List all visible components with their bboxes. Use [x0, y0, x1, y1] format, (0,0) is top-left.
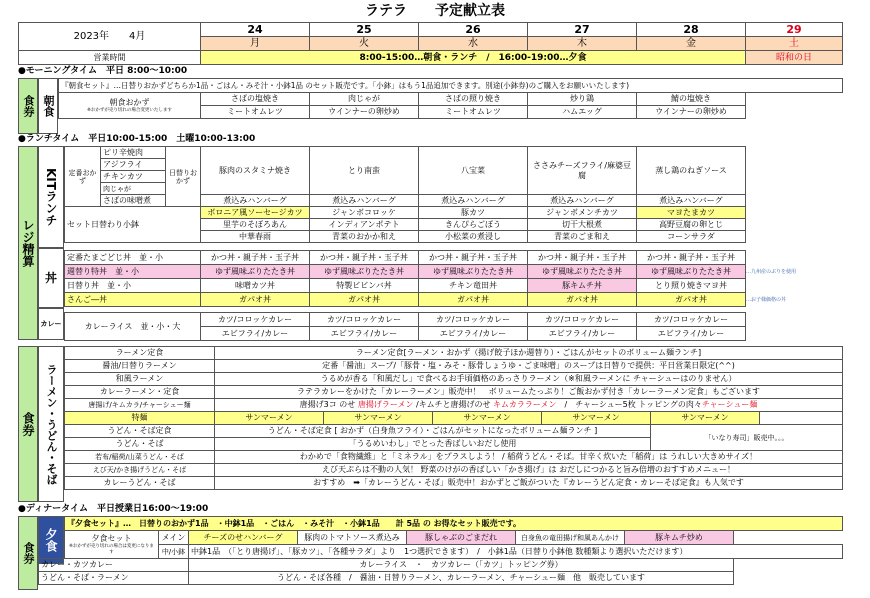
side-text: レジ精算 [21, 219, 35, 267]
day-dow: 金 [637, 37, 746, 51]
curry-cell: エビフライ/カレー [419, 327, 528, 341]
teiban-item: さばの味噌煮 [101, 195, 166, 207]
teiban-item: チキンカツ [101, 171, 166, 183]
noodle-desc: おすすめ ➡「カレーうどん・そば」販売中！おかずとご飯がついた『カレーうどん定食・カレーそば定食』も人気です [215, 477, 843, 490]
teiban-item: アジフライ [101, 159, 166, 171]
lunch-sub: ボロニア風ソーセージカツ [201, 207, 310, 219]
dinner-udon-label: うどん・そば・ラーメン [39, 572, 189, 585]
lunch-curry-table [64, 312, 746, 341]
don-cell: チキン竜田丼 [419, 279, 528, 293]
dinner-set-line: 『夕食セット』… 日替りのおかず1品 ・中鉢1品 ・ごはん ・みそ汁 ・小鉢1品 計 5品 の お得なセット販売です。 [65, 517, 843, 531]
don-cell: ゆず風味ぶりたたき丼 [310, 265, 419, 279]
day-date: 24 [201, 23, 310, 37]
noodle-desc: えび天ぷらは不動の人気！ 野菜のけがの香ばしい「かき揚げ」は おだしにつかると旨み倍増のおすすめメニュー！ [215, 464, 843, 477]
day-dow: 水 [419, 37, 528, 51]
curry-cell: カツ/コロッケカレー [637, 313, 746, 327]
lunch-main: とり南蛮 [310, 147, 419, 195]
morning-vlabel [38, 78, 58, 134]
side-text: 食券 [21, 412, 35, 436]
curry-cell: エビフライ/カレー [310, 327, 419, 341]
kobachi: 高野豆腐の卵とじ [637, 219, 746, 231]
lunch-main: 豚肉のスタミナ焼き [201, 147, 310, 195]
morning-cell: ウインナーの卵炒め [637, 106, 746, 119]
lunch-sub: ジャンボメンチカツ [528, 207, 637, 219]
don-cell: ゆず風味ぶりたたき丼 [637, 265, 746, 279]
vlabel-text: KITランチ [44, 168, 58, 226]
morning-cell: 炒り鶏 [528, 93, 637, 106]
don-cell: ガパオ丼 [528, 293, 637, 307]
noodle-name: うどん・そば [65, 438, 215, 451]
dinner-curry-label: カレー・カツカレー [39, 559, 189, 572]
page-title: ラテラ 予定献立表 [365, 3, 505, 19]
text: 唐揚げ3コ のせ [299, 400, 358, 409]
date-header [18, 22, 843, 65]
morning-cell: ミートオムレツ [419, 106, 528, 119]
noodle-name: ラーメン定食 [65, 347, 215, 360]
noodle-daily: サンマーメン [542, 412, 651, 425]
lunch-main: 蒸し鶏のねぎソース [637, 147, 746, 195]
note-kyushu: …九州産のぶりを使用 [746, 269, 797, 275]
dinner-udon-text: うどん・そば各種 / 醤油・日替りラーメン、カレーラーメン、チャーシュー麺 他 販売しています [189, 572, 734, 585]
morning-cell: 肉じゃが [310, 93, 419, 106]
day-date: 27 [528, 23, 637, 37]
morning-okazu-label [59, 93, 201, 119]
dinner-side-label [18, 516, 38, 590]
day-dow: 月 [201, 37, 310, 51]
teiban-item: ピリ辛焼肉 [101, 147, 166, 159]
note-kids: …お子様価格の丼 [746, 297, 787, 303]
vlabel-text: カレー [40, 320, 62, 328]
noodle-desc: ラーメン定食[ラーメン・おかず（揚げ餃子ほか週替り）・ごはんがセットのボリューム麺ランチ] [215, 347, 843, 360]
curry-cell: カツ/コロッケカレー [310, 313, 419, 327]
lunch-sub: 煮込みハンバーグ [201, 195, 310, 207]
day-date: 26 [419, 23, 528, 37]
noodles-table [64, 346, 843, 490]
dinner-table [38, 516, 843, 585]
noodle-name: えび天/かき揚げうどん・そば [65, 464, 215, 477]
lunch-sub: ジャンボコロッケ [310, 207, 419, 219]
kit-label [38, 146, 64, 248]
vlabel-text: ラーメン・うどん・そば [45, 363, 58, 485]
don-cell: 特製ビビンバ丼 [310, 279, 419, 293]
hours-label: 営業時間 [19, 51, 201, 65]
noodles-vlabel [38, 346, 64, 502]
dinner-main: 豚しゃぶのごまだれ [407, 531, 516, 545]
dinner-set-label [65, 531, 159, 559]
lunch-sub: 豚カツ [419, 207, 528, 219]
kobachi: きんぴらごぼう [419, 219, 528, 231]
don-label [38, 248, 64, 308]
noodle-name: カレーラーメン・定食 [65, 386, 215, 399]
vlabel-text: 夕食 [44, 528, 58, 552]
morning-cell: ウインナーの卵炒め [310, 106, 419, 119]
curry-cell: エビフライ/カレー [637, 327, 746, 341]
noodle-daily: サンマーメン [324, 412, 433, 425]
morning-cell: 鯖の塩焼き [637, 93, 746, 106]
lunch-sub: 煮込みハンバーグ [419, 195, 528, 207]
don-cell: ガパオ丼 [310, 293, 419, 307]
highlight: キムカララーメン [493, 400, 557, 409]
day-date: 28 [637, 23, 746, 37]
morning-cell: さばの照り焼き [419, 93, 528, 106]
don-cell: かつ丼・親子丼・玉子丼 [419, 251, 528, 265]
don-cell: 豚キムチ丼 [528, 279, 637, 293]
noodles-side-label [18, 346, 38, 502]
month-label: 2023年 4月 [19, 23, 201, 51]
dinner-main: 白身魚の竜田揚げ和風あんかけ [516, 531, 625, 545]
teiban-label: 定番おかず [65, 147, 101, 207]
kobachi: 切干大根煮 [528, 219, 637, 231]
morning-header: ●モーニングタイム 平日 8:00～10:00 [18, 66, 188, 76]
kobachi: 青菜のおかか和え [310, 231, 419, 243]
kobachi: 里芋のそぼろあん [201, 219, 310, 231]
highlight: チャーシュー麺 [701, 400, 758, 409]
dinner-header: ●ディナータイム 平日授業日16:00～19:00 [18, 504, 209, 514]
dinner-curry-text: カレーライス ・ カツカレー（「カツ」トッピング券） [189, 559, 734, 572]
curry-cell: カツ/コロッケカレー [201, 313, 310, 327]
label: 夕食セット [91, 533, 132, 543]
noodle-name: 唐揚げ/キムカラ/チャーシュー麺 [65, 399, 215, 412]
don-name: 週替り特丼 並・小 [65, 265, 201, 279]
text: /キムチと唐揚げのせ [413, 400, 494, 409]
noodle-name: うどん・そば定食 [65, 425, 215, 438]
day-dow: 木 [528, 37, 637, 51]
noodle-desc: うどん・そば定食 [ おかず（白身魚フライ）・ごはんがセットになったボリューム麺ランチ ] [215, 425, 651, 438]
lunch-main: ささみチーズフライ/麻婆豆腐 [528, 147, 637, 195]
morning-table [58, 78, 843, 119]
note: ※おかずが売り切れの場合は変更になります [69, 543, 154, 555]
noodle-desc: ラテラカレーをかけた「カレーラーメン」販売中！ ボリュームたっぷり！ご飯おかず付き「カレーラーメン定食」もございます [215, 386, 843, 399]
morning-cell: さばの塩焼き [201, 93, 310, 106]
side-text: 食券 [22, 95, 35, 117]
curry-cell: カツ/コロッケカレー [528, 313, 637, 327]
don-cell: かつ丼・親子丼・玉子丼 [310, 251, 419, 265]
day-dow: 火 [310, 37, 419, 51]
vlabel-text: 丼 [44, 271, 57, 285]
lunch-sub: 煮込みハンバーグ [528, 195, 637, 207]
morning-cell: ハムエッグ [528, 106, 637, 119]
teiban-item: 肉じゃが [101, 183, 166, 195]
holiday-dow: 土 [746, 37, 843, 51]
vlabel-text: 朝食 [42, 95, 55, 117]
dinner-main-label: メイン [159, 531, 189, 545]
lunch-side-label [18, 146, 38, 340]
noodle-name: 特麺 [65, 412, 215, 425]
morning-cell: ミートオムレツ [201, 106, 310, 119]
side-text: 食券 [22, 542, 35, 564]
inari-note: 「いなり寿司」販売中。。。 [651, 425, 843, 451]
noodle-desc [215, 399, 843, 412]
kobachi: インディアンポテト [310, 219, 419, 231]
kobachi: 小松菜の煮浸し [419, 231, 528, 243]
dinner-main: 豚肉のトマトソース煮込み [298, 531, 407, 545]
dinner-main: チーズのせハンバーグ [189, 531, 298, 545]
don-cell: かつ丼・親子丼・玉子丼 [637, 251, 746, 265]
noodle-name: 和風ラーメン [65, 373, 215, 386]
noodle-daily: サンマーメン [433, 412, 542, 425]
note: ※おかずが売り切れの場合変更いたします [87, 107, 172, 113]
don-cell: ガパオ丼 [637, 293, 746, 307]
noodle-name: 醤油/日替りラーメン [65, 360, 215, 373]
morning-set-line: 『朝食セット』…日替りおかずどちらか1品・ごはん・みそ汁・小鉢1品 のセット販売です。「小鉢」はもう1品追加できます。別途(小鉢券)のご購入をお願いいたします) [59, 79, 843, 93]
lunch-main: 八宝菜 [419, 147, 528, 195]
noodle-desc: わかめで「食物繊維」と「ミネラル」をプラスしよう！ / 稲荷うどん・そば。甘辛く炊いた「稲荷」は うれしい大きめサイズ！ [215, 451, 843, 464]
label: 朝食おかず [109, 97, 150, 107]
lunch-sub: 煮込みハンバーグ [310, 195, 419, 207]
curry-cell: エビフライ/カレー [528, 327, 637, 341]
text: / チャーシュー5枚 トッピングの肉々 [556, 400, 702, 409]
curry-label [38, 308, 64, 340]
holiday-date: 29 [746, 23, 843, 37]
kobachi-label: セット日替わり小鉢 [65, 207, 201, 243]
highlight: 唐揚げラーメン [357, 400, 414, 409]
noodle-desc: 定番「醤油」スープ/「豚骨・塩・みそ・豚骨しょうゆ・ごま味噌」のスープは日替りで提供：平日営業日限定(^^) [215, 360, 843, 373]
kobachi: 中華春雨 [201, 231, 310, 243]
kobachi: 青菜のごま和え [528, 231, 637, 243]
don-cell: ゆず風味ぶりたたき丼 [419, 265, 528, 279]
noodle-desc: 「うるめいわし」でとった香ばしいおだし使用 [215, 438, 651, 451]
noodle-daily: サンマーメン [651, 412, 760, 425]
don-name: 定番たまごどじ丼 並・小 [65, 251, 201, 265]
don-cell: かつ丼・親子丼・玉子丼 [528, 251, 637, 265]
don-cell: ゆず風味ぶりたたき丼 [528, 265, 637, 279]
don-cell: かつ丼・親子丼・玉子丼 [201, 251, 310, 265]
curry-name: カレーライス 並・小・大 [65, 313, 201, 341]
lunch-sub: 煮込みハンバーグ [637, 195, 746, 207]
dinner-chu-label: 中/小鉢 [159, 545, 189, 559]
hours-text: 8:00-15:00…朝食・ランチ / 16:00-19:00…夕食 [201, 51, 746, 65]
lunch-kit-table [64, 146, 843, 243]
curry-cell: エビフライ/カレー [201, 327, 310, 341]
don-cell: ガパオ丼 [419, 293, 528, 307]
noodle-desc: うるめが香る「和風だし」で食べるお手頃価格のあっさりラーメン（※和風ラーメンに チャーシューはのりません） [215, 373, 843, 386]
lunch-sub: マヨたまカツ [637, 207, 746, 219]
noodle-name: カレーうどん・そば [65, 477, 215, 490]
don-name: 日替り丼 並・小 [65, 279, 201, 293]
holiday-label: 昭和の日 [746, 51, 843, 65]
morning-side-label [18, 78, 38, 134]
lunch-don-table [64, 250, 746, 307]
don-name: さんご―丼 [65, 293, 201, 307]
dinner-main: 豚キムチ炒め [625, 531, 734, 545]
dinner-chu-text: 中鉢1品 （「とり唐揚げ」、「豚カツ」、「各種サラダ」より 1つ選択できます） / 小鉢1品（日替り小鉢他 数種類より選択いただけます） [189, 545, 843, 559]
lunch-header: ●ランチタイム 平日10:00-15:00 土曜10:00-13:00 [18, 134, 256, 144]
don-cell: 味噌カツ丼 [201, 279, 310, 293]
kobachi: コーンサラダ [637, 231, 746, 243]
curry-cell: カツ/コロッケカレー [419, 313, 528, 327]
day-date: 25 [310, 23, 419, 37]
don-cell: ガパオ丼 [201, 293, 310, 307]
don-cell: とり照り焼きマヨ丼 [637, 279, 746, 293]
higawari-label: 日替りおかず [166, 147, 201, 207]
noodle-name: 若布/稲荷/山菜うどん・そば [65, 451, 215, 464]
don-cell: ゆず風味ぶりたたき丼 [201, 265, 310, 279]
noodle-daily: サンマーメン [215, 412, 324, 425]
